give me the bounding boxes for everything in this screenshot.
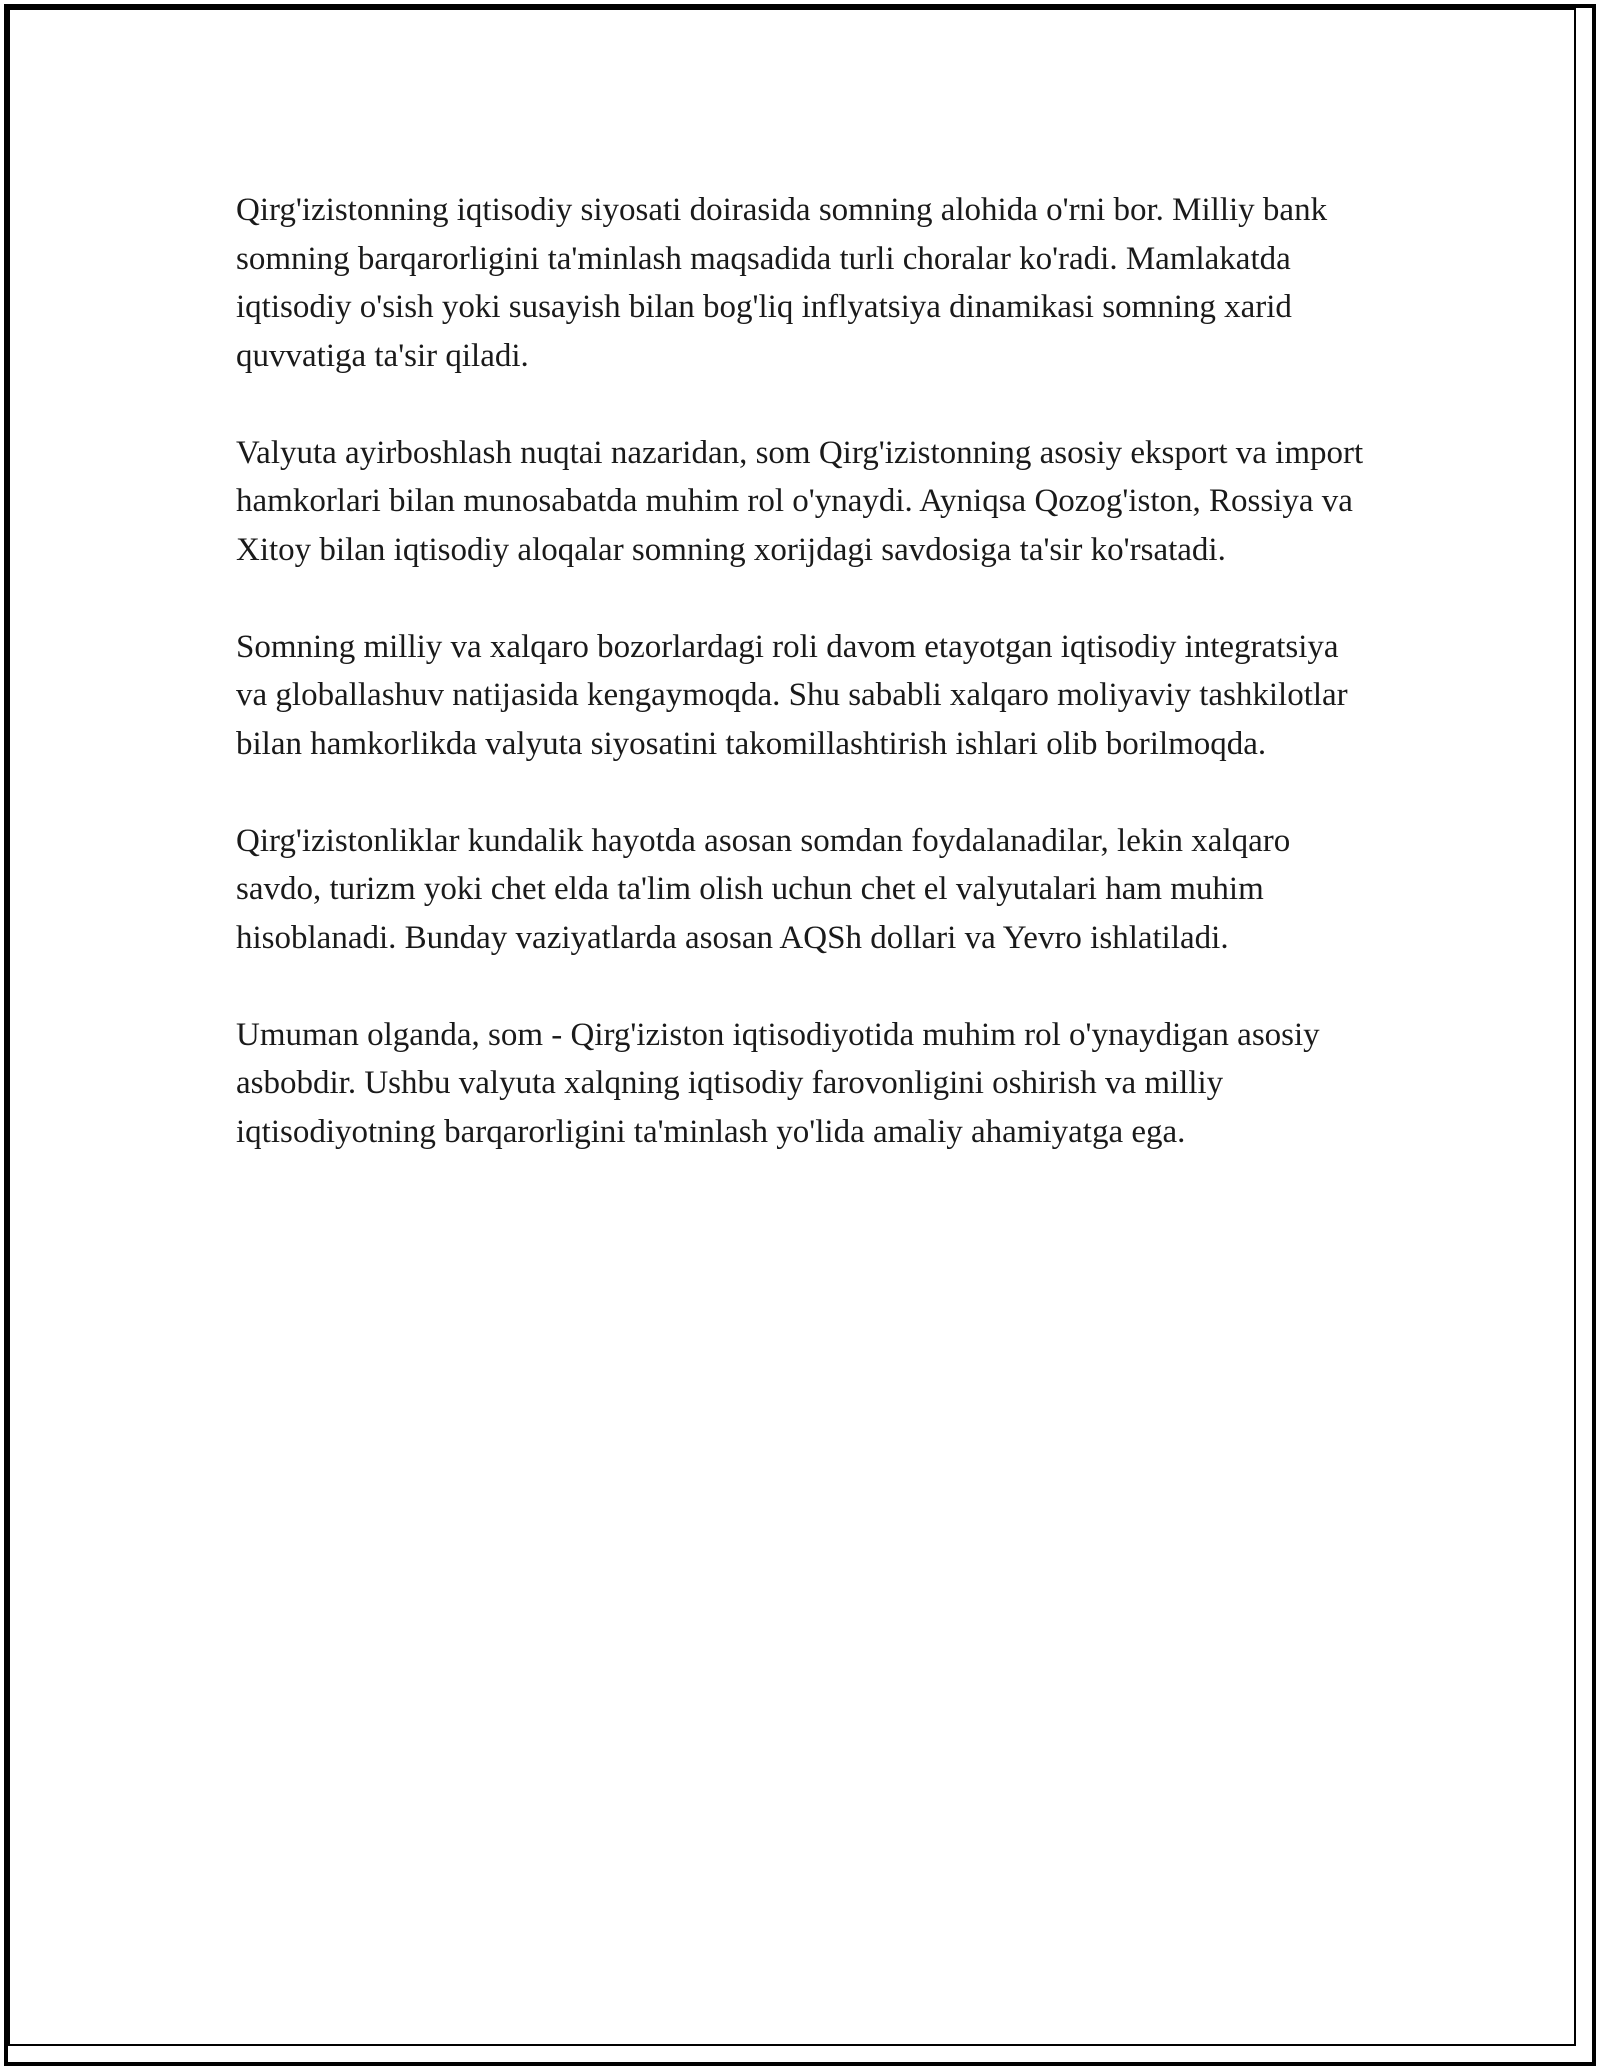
paragraph-1: Qirg'izistonning iqtisodiy siyosati doirasida somning alohida o'rni bor. Milliy bank somning barqarorligini ta'minlash maqsadida turli choralar ko'radi. Mamlakatda iqtisodiy o'sish yoki susayish bilan bog'liq inflyatsiya dinamikasi somning xarid quvvatiga ta'sir qiladi. xyxy=(236,192,1328,374)
paragraph-2: Valyuta ayirboshlash nuqtai nazaridan, som Qirg'izistonning asosiy eksport va import hamkorlari bilan munosabatda muhim rol o'ynaydi. Ayniqsa Qozog'iston, Rossiya va Xitoy bilan iqtisodiy aloqalar somning xorijdagi savdosiga ta'sir ko'rsatadi. xyxy=(236,434,1364,568)
paragraph-5: Umuman olganda, som - Qirg'iziston iqtisodiyotida muhim rol o'ynaydigan asosiy asbobdir. Ushbu valyuta xalqning iqtisodiy farovonligini oshirish va milliy iqtisodiyotning barqarorligini ta'minlash yo'lida amaliy ahamiyatga ega. xyxy=(236,1016,1320,1150)
paragraph-3: Somning milliy va xalqaro bozorlardagi roli davom etayotgan iqtisodiy integratsiya va globallashuv natijasida kengaymoqda. Shu sababli xalqaro moliyaviy tashkilotlar bilan hamkorlikda valyuta siyosatini takomillashtirish ishlari olib borilmoqda. xyxy=(236,628,1348,762)
document-body xyxy=(236,186,1366,1205)
paragraph-4: Qirg'izistonliklar kundalik hayotda asosan somdan foydalanadilar, lekin xalqaro savdo, turizm yoki chet elda ta'lim olish uchun chet el valyutalari ham muhim hisoblanadi. Bunday vaziyatlarda asosan AQSh dollari va Yevro ishlatiladi. xyxy=(236,822,1291,956)
